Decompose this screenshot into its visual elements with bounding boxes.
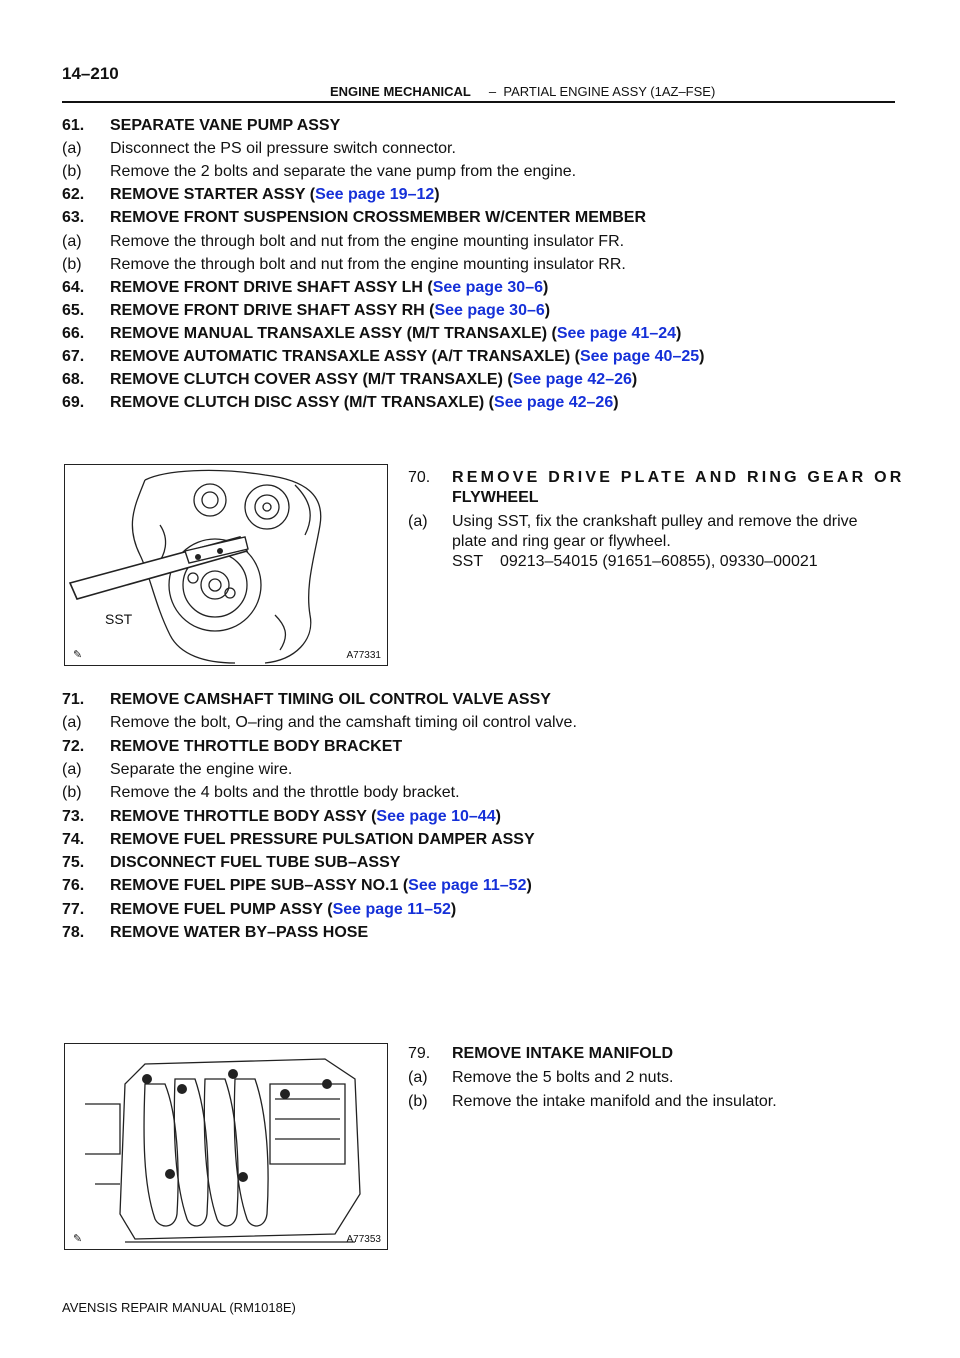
step-number: (a) xyxy=(62,760,82,778)
step-number: 62. xyxy=(62,186,85,204)
step-line xyxy=(62,713,577,733)
page-reference-link[interactable]: See page 10–44 xyxy=(376,807,496,825)
step-number: 76. xyxy=(62,877,85,895)
step-line xyxy=(62,185,440,205)
page-reference-link[interactable]: See page 41–24 xyxy=(556,324,677,342)
step-text: DISCONNECT FUEL TUBE SUB–ASSY xyxy=(110,854,401,872)
step-number: 67. xyxy=(62,348,85,365)
step-line xyxy=(62,760,292,780)
step-number: 70. xyxy=(408,469,431,486)
step-number: (b) xyxy=(62,784,82,802)
step-number: 78. xyxy=(62,924,85,941)
step-text: SEPARATE VANE PUMP ASSY xyxy=(110,117,341,134)
header-rule xyxy=(62,101,895,103)
step-line xyxy=(62,116,340,136)
step-number: (a) xyxy=(62,140,82,158)
step-79-b xyxy=(408,1092,777,1112)
step-70-title xyxy=(408,468,904,488)
step-text: REMOVE CAMSHAFT TIMING OIL CONTROL VALVE ASSY xyxy=(110,691,551,708)
sst-numbers: 09213–54015 (91651–60855), 09330–00021 xyxy=(500,553,818,570)
page-reference-link[interactable]: See page 40–25 xyxy=(579,348,700,365)
step-79-a xyxy=(408,1068,673,1088)
step-text-tail: ) xyxy=(699,348,705,365)
step-text: Remove the through bolt and nut from the engine mounting insulator RR. xyxy=(110,255,626,273)
step-number: 73. xyxy=(62,807,85,825)
substep-letter: (b) xyxy=(408,1093,428,1110)
page-reference-link[interactable]: See page 19–12 xyxy=(315,186,435,204)
step-text-tail: ) xyxy=(676,324,682,342)
step-text: REMOVE FUEL PUMP ASSY ( xyxy=(110,900,333,918)
page-reference-link[interactable]: See page 30–6 xyxy=(432,278,543,296)
step-line xyxy=(62,255,626,275)
step-number: 64. xyxy=(62,278,85,296)
step-70-title-cont xyxy=(452,488,539,508)
subsection-name: PARTIAL ENGINE ASSY (1AZ–FSE) xyxy=(503,84,716,99)
intake-manifold-drawing xyxy=(65,1044,387,1249)
step-text-tail: ) xyxy=(434,186,440,204)
step-title-cont: FLYWHEEL xyxy=(452,489,539,506)
step-text: REMOVE THROTTLE BODY ASSY ( xyxy=(110,807,377,825)
step-line xyxy=(62,162,576,182)
substep-text: Remove the intake manifold and the insulator. xyxy=(452,1093,777,1110)
step-text-tail: ) xyxy=(542,278,549,296)
step-number: (b) xyxy=(62,255,82,273)
step-text-tail: ) xyxy=(526,877,532,895)
page-reference-link[interactable]: See page 42–26 xyxy=(512,371,632,389)
step-number: 61. xyxy=(62,117,85,134)
step-line xyxy=(62,208,646,228)
substep-letter: (a) xyxy=(408,1069,428,1086)
step-number: 63. xyxy=(62,209,85,227)
step-number: 65. xyxy=(62,301,85,319)
page-reference-link[interactable]: See page 11–52 xyxy=(332,900,451,918)
step-text: REMOVE CLUTCH COVER ASSY (M/T TRANSAXLE) ( xyxy=(110,371,513,389)
step-line xyxy=(62,900,456,920)
pencil-icon: ✎ xyxy=(73,1233,83,1245)
section-title xyxy=(330,84,715,99)
page-reference-link[interactable]: See page 42–26 xyxy=(494,394,614,412)
step-number: 77. xyxy=(62,900,85,918)
step-number: 79. xyxy=(408,1045,431,1062)
step-number: 68. xyxy=(62,371,85,389)
step-line xyxy=(62,830,535,850)
step-line xyxy=(62,876,532,896)
step-79-title xyxy=(408,1044,673,1064)
step-text: REMOVE THROTTLE BODY BRACKET xyxy=(110,737,403,755)
footer-manual-name: AVENSIS REPAIR MANUAL (RM1018E) xyxy=(62,1300,296,1315)
step-line xyxy=(62,232,624,252)
step-text-tail: ) xyxy=(495,807,501,825)
step-text-tail: ) xyxy=(450,900,457,918)
step-line xyxy=(62,347,704,367)
step-number: 74. xyxy=(62,830,85,848)
substep-text: Remove the 5 bolts and 2 nuts. xyxy=(452,1069,674,1086)
step-line xyxy=(62,690,551,710)
step-text: Separate the engine wire. xyxy=(110,760,293,778)
step-line xyxy=(62,393,619,413)
step-line xyxy=(62,783,460,803)
step-title: REMOVE DRIVE PLATE AND RING GEAR OR xyxy=(452,469,905,486)
step-70-a xyxy=(408,512,858,532)
step-number: 66. xyxy=(62,324,85,342)
step-text: Disconnect the PS oil pressure switch connector. xyxy=(110,140,456,158)
step-number: 75. xyxy=(62,854,85,872)
page-reference-link[interactable]: See page 11–52 xyxy=(408,877,527,895)
step-text: Remove the bolt, O–ring and the camshaft timing oil control valve. xyxy=(110,714,577,732)
step-text: Remove the 4 bolts and the throttle body bracket. xyxy=(110,784,460,802)
figure-code: A77331 xyxy=(346,650,381,661)
section-separator: – xyxy=(488,84,497,99)
substep-text-cont: plate and ring gear or flywheel. xyxy=(452,533,671,550)
figure-code: A77353 xyxy=(346,1234,381,1245)
step-text: REMOVE FUEL PRESSURE PULSATION DAMPER ASSY xyxy=(110,830,535,848)
step-text: REMOVE AUTOMATIC TRANSAXLE ASSY (A/T TRANSAXLE) ( xyxy=(110,348,580,365)
step-text: Remove the 2 bolts and separate the vane pump from the engine. xyxy=(110,163,577,181)
crankshaft-drawing xyxy=(65,465,387,665)
step-line xyxy=(62,139,456,159)
step-text: REMOVE FRONT DRIVE SHAFT ASSY LH ( xyxy=(110,278,433,296)
step-text: REMOVE FRONT DRIVE SHAFT ASSY RH ( xyxy=(110,301,435,319)
pencil-icon: ✎ xyxy=(73,649,83,661)
step-text: REMOVE WATER BY–PASS HOSE xyxy=(110,924,369,941)
step-text-tail: ) xyxy=(613,394,619,412)
step-line xyxy=(62,370,637,390)
figure-sst-label: SST xyxy=(105,611,133,627)
step-number: 69. xyxy=(62,394,85,412)
figure-intake-manifold xyxy=(64,1043,388,1250)
step-70-a-cont xyxy=(452,532,671,552)
page-reference-link[interactable]: See page 30–6 xyxy=(434,301,545,319)
step-text-tail: ) xyxy=(631,371,638,389)
step-text: REMOVE STARTER ASSY ( xyxy=(110,186,316,204)
step-line xyxy=(62,324,681,344)
step-text-tail: ) xyxy=(544,301,551,319)
step-line xyxy=(62,301,550,321)
step-70-sst xyxy=(452,552,818,572)
step-text: REMOVE CLUTCH DISC ASSY (M/T TRANSAXLE) ( xyxy=(110,394,495,412)
step-number: 72. xyxy=(62,737,85,755)
step-number: (b) xyxy=(62,163,82,181)
step-line xyxy=(62,853,400,873)
sst-label: SST xyxy=(452,553,484,570)
step-number: (a) xyxy=(62,232,82,250)
figure-crankshaft-sst xyxy=(64,464,388,666)
step-line xyxy=(62,807,501,827)
step-title: REMOVE INTAKE MANIFOLD xyxy=(452,1045,674,1062)
page-number: 14–210 xyxy=(62,64,119,83)
step-text: REMOVE FRONT SUSPENSION CROSSMEMBER W/CENTER MEMBER xyxy=(110,209,647,227)
substep-text: Using SST, fix the crankshaft pulley and remove the drive xyxy=(452,513,858,530)
step-number: 71. xyxy=(62,691,85,708)
substep-letter: (a) xyxy=(408,513,428,530)
step-line xyxy=(62,737,402,757)
step-number: (a) xyxy=(62,714,82,732)
step-text: REMOVE MANUAL TRANSAXLE ASSY (M/T TRANSAXLE) ( xyxy=(110,324,557,342)
step-text: REMOVE FUEL PIPE SUB–ASSY NO.1 ( xyxy=(110,877,409,895)
step-line xyxy=(62,278,548,298)
step-text: Remove the through bolt and nut from the engine mounting insulator FR. xyxy=(110,232,625,250)
step-line xyxy=(62,923,368,943)
section-name: ENGINE MECHANICAL xyxy=(330,84,471,99)
